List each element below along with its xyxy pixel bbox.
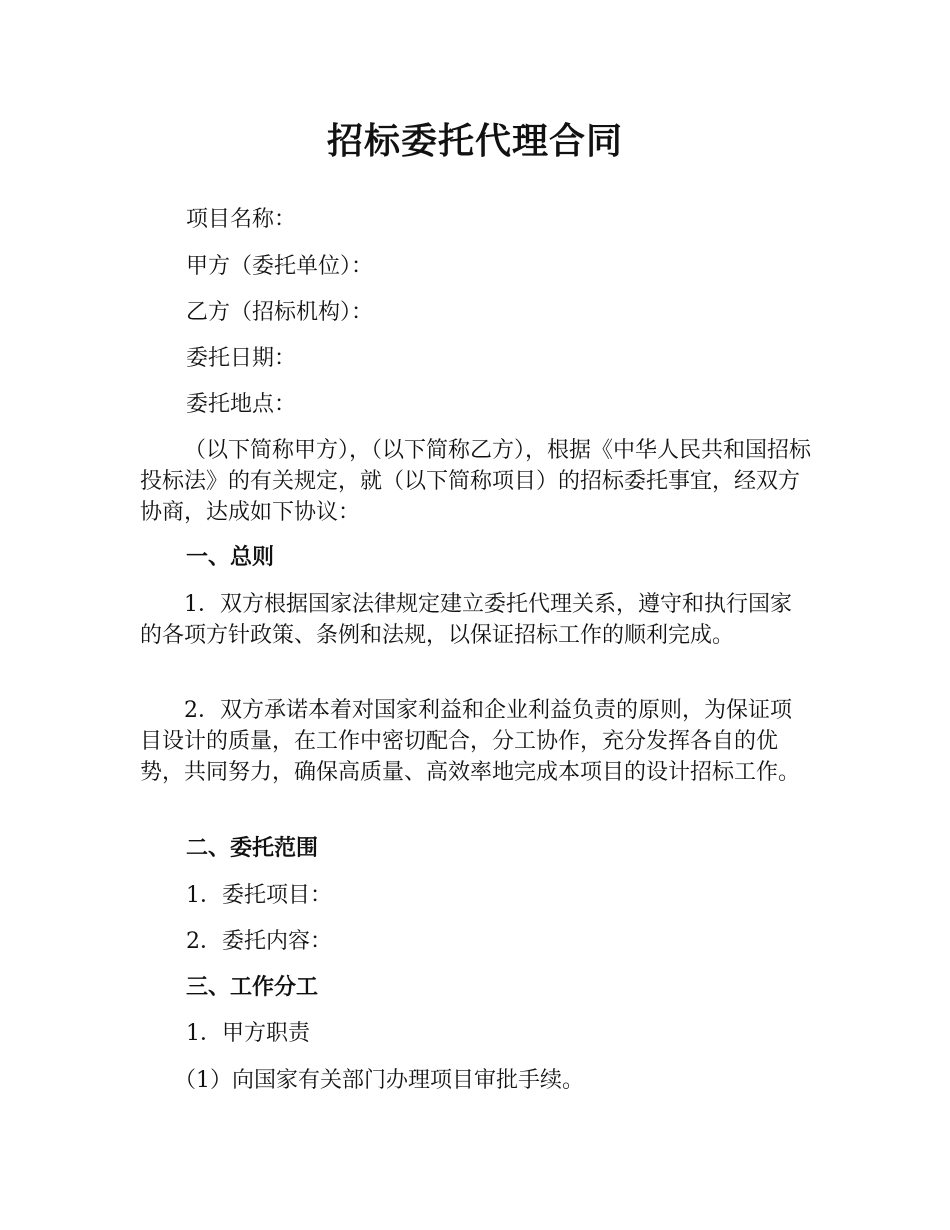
section-heading-general: 一、总则 bbox=[186, 545, 275, 570]
section-heading-division: 三、工作分工 bbox=[186, 975, 319, 1000]
document-title: 招标委托代理合同 bbox=[326, 121, 623, 162]
field-party-b: 乙方（招标机构）： bbox=[186, 300, 374, 325]
scope-item-project: 1．委托项目： bbox=[186, 883, 332, 908]
scope-item-content: 2．委托内容： bbox=[186, 929, 332, 954]
field-entrust-date: 委托日期： bbox=[186, 346, 297, 371]
field-entrust-place: 委托地点： bbox=[186, 392, 297, 417]
general-clause-1: 1．双方根据国家法律规定建立委托代理关系，遵守和执行国家的各项方针政策、条例和法规，以保证招标工作的顺利完成。 bbox=[140, 592, 792, 648]
intro-paragraph: （以下简称甲方），（以下简称乙方），根据《中华人民共和国招标投标法》的有关规定，就（以下简称项目）的招标委托事宜，经双方协商，达成如下协议： bbox=[140, 438, 812, 525]
division-item-party-a: 1．甲方职责 bbox=[186, 1021, 310, 1046]
division-subitem-1: （1）向国家有关部门办理项目审批手续。 bbox=[174, 1068, 584, 1093]
field-project-name: 项目名称： bbox=[186, 207, 297, 232]
section-heading-scope: 二、委托范围 bbox=[186, 836, 319, 861]
field-party-a: 甲方（委托单位）： bbox=[186, 254, 374, 279]
general-clause-2: 2．双方承诺本着对国家利益和企业利益负责的原则，为保证项目设计的质量，在工作中密切配合，分工协作，充分发挥各自的优势，共同努力，确保高质量、高效率地完成本项目的设计招标工作。 bbox=[140, 698, 801, 785]
